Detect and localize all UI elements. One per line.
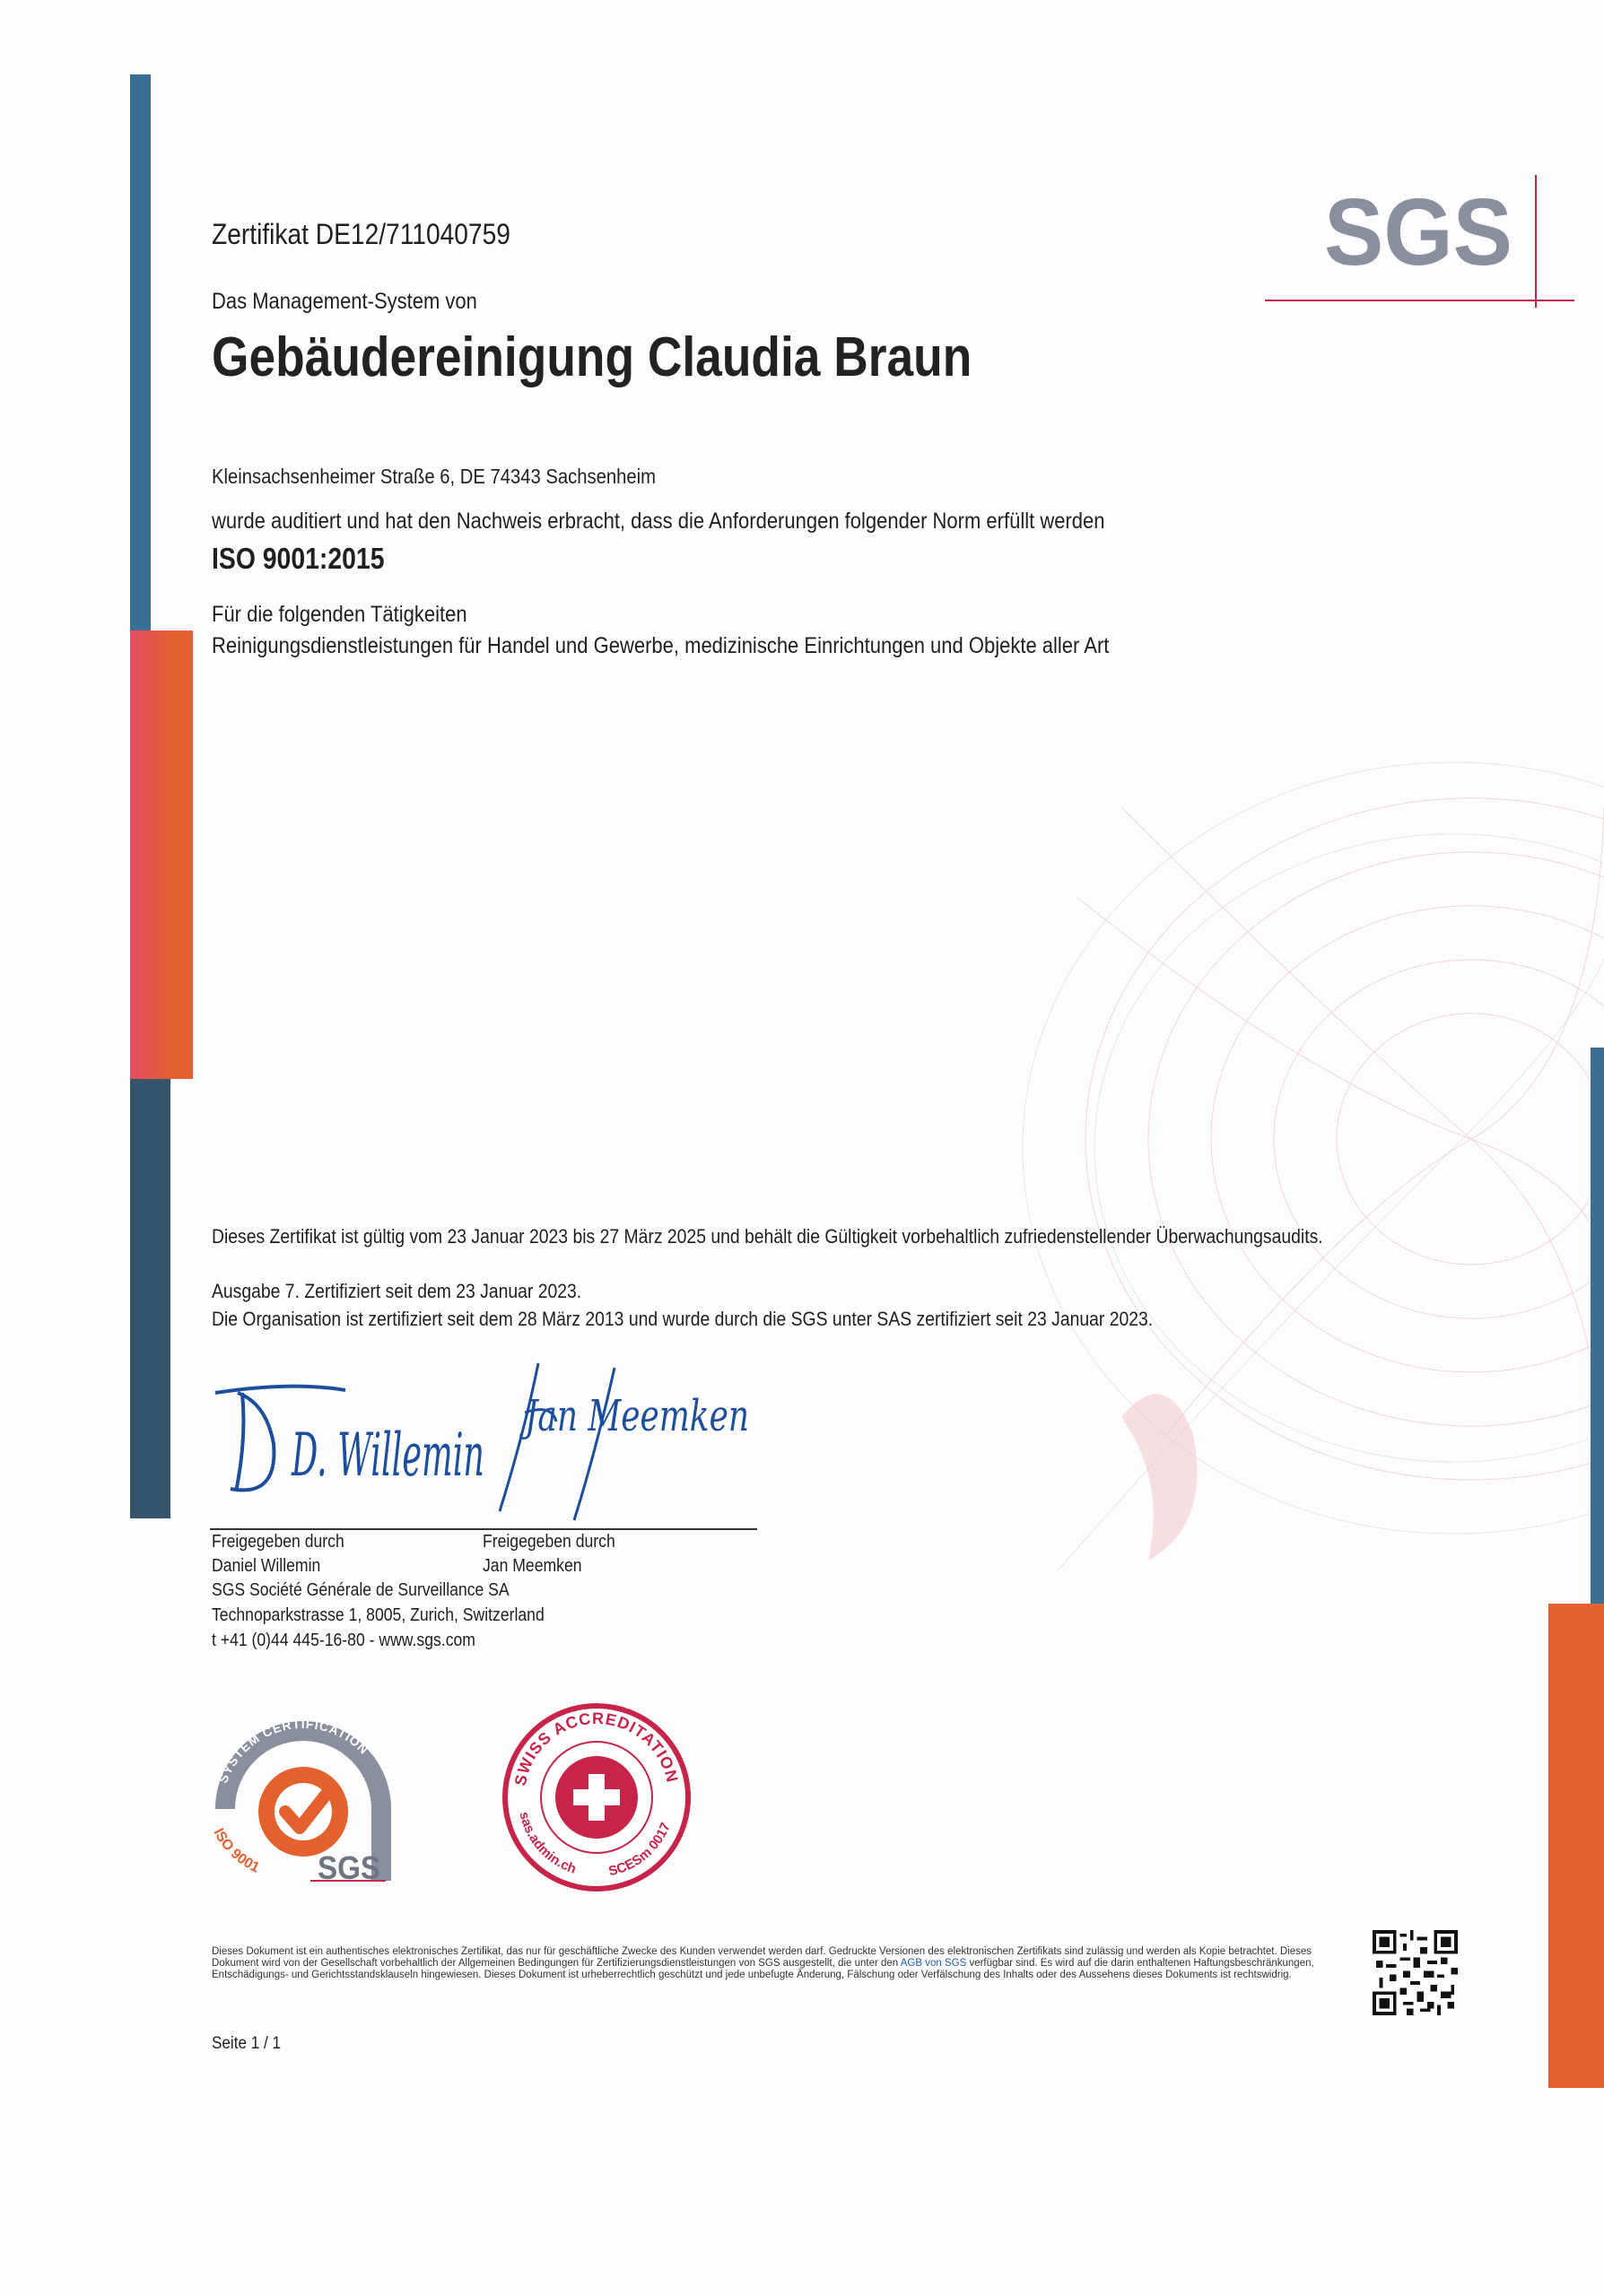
signature-meemken xyxy=(489,1350,758,1529)
issue-statement: Ausgabe 7. Zertifiziert seit dem 23 Januar 2023. xyxy=(212,1280,582,1302)
svg-text:SYSTEM CERTIFICATION: SYSTEM CERTIFICATION xyxy=(215,1716,372,1786)
svg-text:D. Willemin: D. Willemin xyxy=(291,1421,484,1490)
certificate-number: Zertifikat DE12/711040759 xyxy=(212,218,510,250)
svg-text:sas.admin.ch: sas.admin.ch xyxy=(516,1810,579,1877)
svg-text:Jan Meemken: Jan Meemken xyxy=(519,1391,749,1441)
left-bar-dark-blue xyxy=(130,1079,170,1518)
validity-statement: Dieses Zertifikat ist gültig vom 23 Januar 2023 bis 27 März 2025 und behält die Gültigkeit vorbehaltlich zufriedenstellender Überwachungsaudits. xyxy=(212,1225,1323,1248)
right-bar-orange xyxy=(1548,1604,1604,2088)
company-name: Gebäudereinigung Claudia Braun xyxy=(212,326,972,388)
sgs-iso9001-badge xyxy=(196,1697,411,1885)
signature-willemin xyxy=(211,1377,498,1511)
left-released-label: Freigegeben durch xyxy=(212,1532,344,1552)
right-bar-blue xyxy=(1591,1048,1604,1604)
left-bar-blue xyxy=(130,74,151,631)
sgs-contact: t +41 (0)44 445-16-80 - www.sgs.com xyxy=(212,1631,475,1650)
left-signatory-name: Daniel Willemin xyxy=(212,1556,321,1576)
sgs-address: Technoparkstrasse 1, 8005, Zurich, Switzerland xyxy=(212,1605,545,1625)
svg-text:ISO 9001: ISO 9001 xyxy=(210,1826,262,1876)
sgs-logo-text: SGS xyxy=(1324,179,1512,285)
svg-text:SCESm 0017: SCESm 0017 xyxy=(606,1820,674,1880)
management-system-intro: Das Management-System von xyxy=(212,289,477,314)
sgs-logo xyxy=(1265,175,1574,309)
footer-disclaimer: Dieses Dokument ist ein authentisches elektronisches Zertifikat, das nur für geschäftliche Zwecke des Kunden verwendet werden darf. Gedruckte Versionen des elektronischen Zertifikats sind zulässig und werden als Kopie betrachtet. Dieses Dokument wird von der Gesellschaft vorbehaltlich der Allgemeinen Bedingungen für Zertifizierungsdienstleistungen von SGS ausgestellt, die unter den AGB von SGS verfügbar sind. Es wird auf die darin enthaltenen Haftungsbeschränkungen, Entschädigungs- und Gerichtsstandsklauseln hingewiesen. Dieses Dokument ist urheberrechtlich geschützt und jede unbefugte Änderung, Fälschung oder Verfälschung des Inhalts oder des Aussehens dieses Dokuments ist rechtswidrig. xyxy=(212,1946,1314,1980)
agb-link[interactable]: AGB von SGS xyxy=(900,1958,967,1969)
left-bar-orange xyxy=(130,631,193,1079)
activities-heading: Für die folgenden Tätigkeiten xyxy=(212,602,467,627)
right-signatory-name: Jan Meemken xyxy=(483,1556,582,1576)
swiss-accreditation-seal xyxy=(493,1697,700,1894)
svg-text:SWISS ACCREDITATION: SWISS ACCREDITATION xyxy=(510,1709,682,1787)
qr-code[interactable] xyxy=(1373,1930,1458,2015)
norm-title: ISO 9001:2015 xyxy=(212,542,385,575)
bird-watermark xyxy=(1121,1394,1197,1561)
organisation-statement: Die Organisation ist zertifiziert seit dem 28 März 2013 und wurde durch die SGS unter SAS zertifiziert seit 23 Januar 2023. xyxy=(212,1308,1154,1330)
right-released-label: Freigegeben durch xyxy=(483,1532,615,1552)
activities-text: Reinigungsdienstleistungen für Handel und Gewerbe, medizinische Einrichtungen und Objekte aller Art xyxy=(212,633,1110,658)
company-address: Kleinsachsenheimer Straße 6, DE 74343 Sachsenheim xyxy=(212,465,657,488)
svg-text:SGS: SGS xyxy=(318,1849,380,1885)
sgs-company-name: SGS Société Générale de Surveillance SA xyxy=(212,1580,510,1600)
audited-statement: wurde auditiert und hat den Nachweis erbracht, dass die Anforderungen folgender Norm erfüllt werden xyxy=(212,509,1105,534)
signature-line xyxy=(210,1528,757,1530)
page-number: Seite 1 / 1 xyxy=(212,2034,282,2053)
